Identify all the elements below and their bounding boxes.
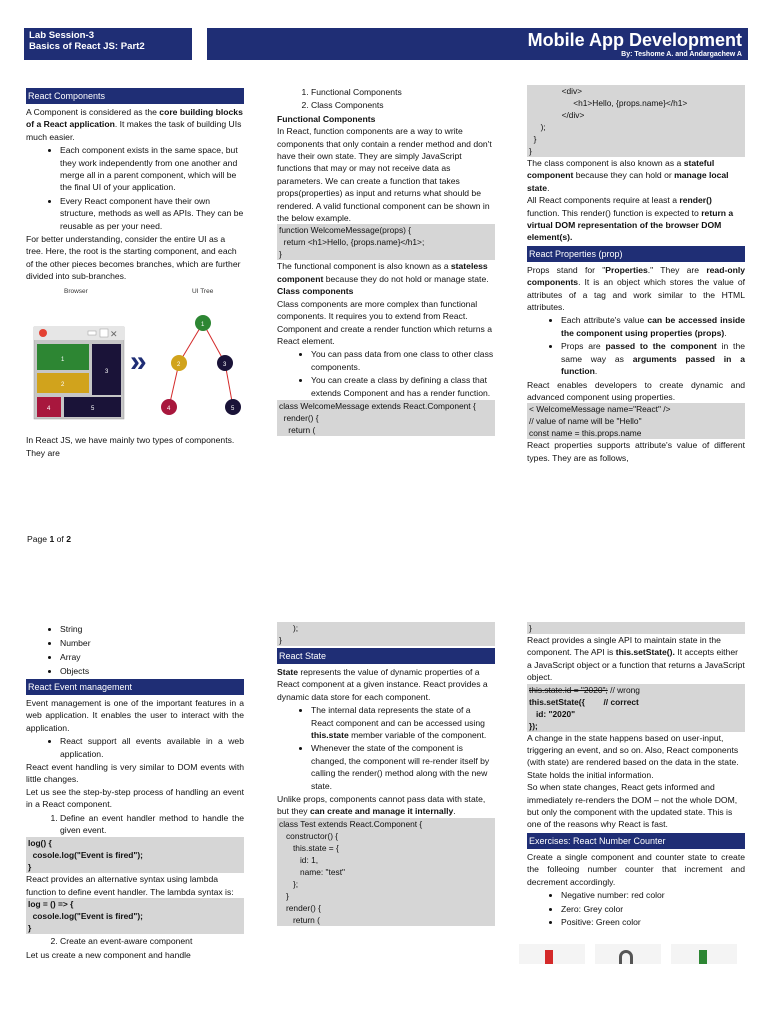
negative-counter-image (519, 944, 585, 964)
list-item: • The internal data represents the state of a React component and can be accessed using this.state member variable of the component. (311, 704, 495, 741)
paragraph: The class component is also known as a stateful component because they can hold or manage local state. (527, 158, 729, 193)
paragraph: Let us create a new component and handle (26, 949, 191, 960)
paragraph: So when state changes, React gets informed and immediately re-renders the DOM – not the whole DOM, but only the component with the updated state. This is one of the reasons why React is fast. (527, 782, 738, 830)
paragraph: For better understanding, consider the entire UI as a tree. Here, the root is the starting component, and each of the other pieces becomes branches, which are further divided into sub-branches. (26, 234, 241, 282)
paragraph: In React, function components are a way to write components that only contain a render method and don't have their own state. They are simply JavaScript functions that may or may not receive data as parameters. We can create a function that takes props(properties) as input and returns what should be rendered. A valid functional component can be shown in the below example. (277, 126, 492, 224)
bullet-list (277, 704, 495, 792)
code-block: class WelcomeMessage extends React.Component { render() { return ( (277, 400, 495, 436)
bullet-list (26, 144, 244, 232)
numbered-list (26, 935, 244, 947)
code-block: < WelcomeMessage name="React" /> // value of name will be "Hello" const name = this.props.name (527, 403, 745, 439)
svg-text:5: 5 (231, 405, 235, 412)
svg-text:1: 1 (201, 321, 205, 328)
paragraph: Event management is one of the important features in a web application. It enables the user to interact with the application. (26, 698, 244, 733)
code-block: } (527, 622, 745, 634)
paragraph: React properties supports attribute's value of different types. They are as follows, (527, 440, 745, 463)
bullet-list (277, 348, 495, 399)
browser-caption: Browser (64, 287, 88, 295)
list-item: • Array (60, 651, 244, 664)
paragraph: Unlike props, components cannot pass data with state, but they can create and manage it internally. (277, 794, 486, 817)
paragraph: React event handling is very similar to DOM events with little changes. (26, 762, 244, 785)
list-item: • String (60, 623, 244, 636)
list-item: • Positive: Green color (561, 916, 745, 928)
authors: By: Teshome A. and Andargachew A (621, 51, 742, 58)
component-tree-figure (26, 283, 244, 423)
paragraph: React enables developers to create dynamic and advanced component using properties. (527, 379, 745, 402)
code-block: class Test extends React.Component { constructor() { this.state = { id: 1, name: "test" }; } render() { return ( (277, 818, 495, 926)
svg-text:2: 2 (61, 381, 65, 388)
list-item: • React support all events available in a web application. (60, 735, 244, 760)
section-header-react-state: React State (277, 648, 495, 664)
paragraph: All React components require at least a render() function. This render() function is expected to return a virtual DOM representation of the browser DOM element(s). (527, 195, 734, 243)
ui-tree-caption: UI Tree (192, 287, 214, 295)
list-item: 2. Create an event-aware component (60, 935, 244, 947)
counter-preview-images (527, 936, 745, 966)
zero-counter-image (595, 944, 661, 964)
svg-text:4: 4 (167, 405, 171, 412)
lab-session-label: Lab Session-3 (29, 30, 95, 41)
code-block: this.state.id = "2020"; // wrong this.setState({ // correct id: "2020" }); (527, 684, 745, 732)
paragraph: Let us see the step-by-step process of handling an event in a React component. (26, 786, 244, 810)
subheading-class-components: Class components (277, 286, 354, 297)
positive-counter-image (671, 944, 737, 964)
numbered-list (26, 812, 244, 837)
page1-column1 (26, 86, 244, 459)
svg-text:1: 1 (61, 356, 65, 363)
list-item: 2. Class Components (311, 99, 495, 111)
paragraph: In React JS, we have mainly two types of components. They are (26, 435, 235, 458)
paragraph: React provides an alternative syntax using lambda function to define event handler. The lambda syntax is: (26, 874, 234, 897)
svg-text:5: 5 (91, 405, 95, 412)
list-item: • Whenever the state of the component is changed, the component will re-render itself by calling the render() method along with the new state. (311, 742, 495, 792)
list-item: • Objects (60, 665, 244, 678)
browser-window-illustration (34, 327, 124, 419)
list-item: 1. Define an event handler method to handle the given event. (60, 812, 244, 837)
list-item: • Every React component have their own structure, methods as well as APIs. They can be reusable as per your need. (60, 195, 244, 232)
code-block: ); } (277, 622, 495, 646)
list-item: • Number (60, 637, 244, 650)
paragraph: The functional component is also known as a stateless component because they do not hold or manage state. (277, 261, 489, 284)
page-number: Page 1 of 2 (27, 534, 71, 544)
svg-text:3: 3 (105, 368, 109, 375)
lab-subtitle: Basics of React JS: Part2 (29, 41, 145, 52)
list-item: • Negative number: red color (561, 889, 745, 901)
course-title: Mobile App Development (527, 30, 742, 50)
section-header-event-management: React Event management (26, 679, 244, 695)
list-item: • Each attribute's value can be accessed inside the component using properties (props). (561, 314, 745, 339)
paragraph: React provides a single API to maintain state in the component. The API is this.setState(). It accepts either a JavaScript object or a function that returns a JavaScript object. (527, 635, 745, 683)
paragraph: State represents the value of dynamic properties of a React component at a given instance. React provides a dynamic data store for each component. (277, 667, 488, 702)
paragraph: Props stand for "Properties." They are read-only components. It is an object which stores the value of attributes of a tag and work similar to the HTML attributes. (527, 264, 745, 313)
page2-column2 (277, 622, 495, 926)
list-item: • You can pass data from one class to other class components. (311, 348, 495, 373)
list-item: • Props are passed to the component in the same way as arguments passed in a function. (561, 340, 745, 377)
svg-text:✕: ✕ (110, 328, 118, 339)
section-header-react-properties: React Properties (prop) (527, 246, 745, 262)
code-block: log() { cosole.log("Event is fired"); } (26, 837, 244, 873)
list-item: • You can create a class by defining a class that extends Component and has a render function. (311, 374, 495, 399)
page2-column3 (527, 622, 745, 966)
lab-session-header (24, 28, 192, 60)
bullet-list (527, 889, 745, 928)
section-header-react-components: React Components (26, 88, 244, 104)
code-block: function WelcomeMessage(props) { return <h1>Hello, {props.name}</h1>; } (277, 224, 495, 260)
list-item: 1. Functional Components (311, 86, 495, 98)
list-item: • Each component exists in the same space, but they work independently from one another and merge all in a parent component, which will be the final UI of your application. (60, 144, 244, 194)
numbered-list (277, 86, 495, 112)
section-header-exercises: Exercises: React Number Counter (527, 833, 745, 849)
page2-column1 (26, 622, 244, 961)
paragraph: Class components are more complex than functional components. It requires you to extend from React. Component and create a render function which returns a React element. (277, 298, 492, 346)
paragraph: A Component is considered as the core building blocks of a React application. It makes the task of building UIs much easier. (26, 107, 243, 142)
svg-text:2: 2 (177, 361, 181, 368)
paragraph: A change in the state happens based on user-input, triggering an event, and so on. Also, React components (with state) are rendered based on the data in the state. State holds the initial information. (527, 732, 739, 780)
bullet-list (26, 735, 244, 760)
svg-text:3: 3 (223, 361, 227, 368)
paragraph: Create a single component and counter state to create the folleoing number counter that increment and decrement accordingly. (527, 851, 745, 887)
course-header (207, 28, 748, 60)
code-block: <div> <h1>Hello, {props.name}</h1> </div> ); } } (527, 85, 745, 157)
list-item: • Zero: Grey color (561, 903, 745, 915)
bullet-list (26, 623, 244, 678)
arrow-icon: » (130, 344, 147, 378)
svg-text:4: 4 (47, 405, 51, 412)
code-block: log = () => { cosole.log("Event is fired"); } (26, 898, 244, 934)
subheading-functional-components: Functional Components (277, 113, 376, 124)
page1-column3 (527, 85, 745, 464)
bullet-list (527, 314, 745, 377)
page1-column2 (277, 85, 495, 436)
